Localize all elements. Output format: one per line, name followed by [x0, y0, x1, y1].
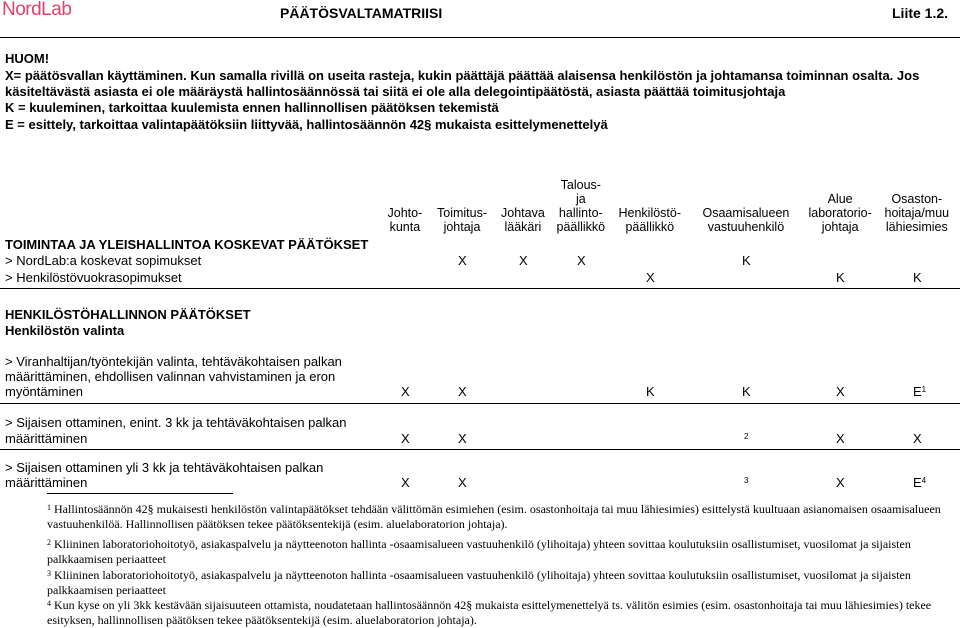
staff-leasing-mark	[913, 270, 922, 285]
column-header-line: johtaja	[443, 220, 481, 234]
footnote	[47, 598, 947, 628]
column-header-line: hallinto-	[558, 206, 603, 220]
substitute-short-mark	[836, 431, 845, 446]
column-header	[557, 178, 606, 234]
column-header	[809, 192, 872, 234]
mark-value: X	[458, 475, 467, 490]
agreements-mark	[519, 253, 528, 268]
row-label-selection-1: > Viranhaltijan/työntekijän valinta, tehtäväkohtaisen palkan	[5, 354, 342, 369]
mark-value: K	[742, 253, 751, 268]
row-label-substitute-long-1: > Sijaisen ottaminen yli 3 kk ja tehtäväkohtaisen palkan	[5, 460, 324, 475]
footnote-ref: 4	[921, 476, 927, 485]
intro-line-x: X= päätösvallan käyttäminen. Kun samalla rivillä on useita rasteja, kukin päättäjä päättää alaisensa henkilöstön ja johtamansa toiminnan osalta. Jos	[5, 68, 920, 83]
section1-divider	[0, 288, 960, 289]
column-header-line: Osaamisalueen	[702, 206, 790, 220]
footnote-ref: 1	[921, 385, 927, 394]
footnote-number: 1	[47, 503, 51, 512]
column-header-line: Alue	[827, 192, 853, 206]
header-divider	[0, 37, 960, 38]
column-header-line: Johto-	[387, 206, 423, 220]
mark-value: X	[836, 431, 845, 446]
agreements-mark	[742, 253, 751, 268]
column-header-line: kunta	[389, 220, 421, 234]
agreements-mark	[577, 253, 586, 268]
column-header-line: Toimitus-	[437, 206, 488, 220]
substitute-long-mark	[836, 475, 845, 490]
substitute-long-mark	[913, 475, 926, 490]
row-label-substitute-short-2: määrittäminen	[5, 431, 88, 446]
selection-mark	[458, 384, 467, 399]
intro-line-delegation: käsiteltävästä asiasta ei ole määräystä hallintosäännössä tai siitä ei ole alla delegointipäätöstä, asiasta päättää toimitusjohtaja	[5, 84, 786, 99]
mark-value: X	[458, 253, 467, 268]
attachment-label: Liite 1.2.	[892, 5, 949, 21]
row-label-selection-3: myöntäminen	[5, 384, 84, 399]
mark-value: X	[401, 475, 410, 490]
row-label-substitute-short-1: > Sijaisen ottaminen, enint. 3 kk ja tehtäväkohtaisen palkan	[5, 415, 347, 430]
selection-mark	[836, 384, 845, 399]
row-label-staff-leasing: > Henkilöstövuokrasopimukset	[5, 270, 182, 285]
footnote-ref: 2	[744, 432, 749, 441]
mark-value: X	[401, 384, 410, 399]
column-header-line: lähiesimies	[885, 220, 948, 234]
mark-value: E	[913, 475, 922, 490]
mark-value: X	[836, 384, 845, 399]
mark-value: X	[519, 253, 528, 268]
intro-line-k: K = kuuleminen, tarkoittaa kuulemista ennen hallinnollisen päätöksen tekemistä	[5, 100, 499, 115]
column-header-line: Henkilöstö-	[618, 206, 682, 220]
row-label-agreements: > NordLab:a koskevat sopimukset	[5, 253, 202, 268]
substitute-short-mark	[744, 431, 748, 446]
substitute-short-mark	[401, 431, 410, 446]
mark-value: X	[913, 431, 922, 446]
section-hr-subtitle: Henkilöstön valinta	[5, 323, 125, 338]
column-header-line: ja	[575, 192, 586, 206]
column-header-line: Johtava	[501, 206, 545, 220]
footnote-text: Hallintosäännön 42§ mukaisesti henkilöstön valintapäätökset tehdään välittömän esimiehen (esim. osastonhoitaja tai muu lähiesimies) esittelystä kuultuaan asianomaisen osaamisalueen vastuuhenkilöä. Hallinnollisen päätöksen tekee päätöksentekijä (esim. aluelaboratorion johtaja).	[47, 502, 941, 531]
intro-huom: HUOM!	[5, 51, 50, 66]
column-header-line: lääkäri	[504, 220, 542, 234]
selection-mark	[913, 384, 926, 399]
mark-value: X	[577, 253, 586, 268]
mark-value: K	[836, 270, 845, 285]
column-header-line: hoitaja/muu	[884, 206, 950, 220]
column-header	[501, 206, 545, 234]
footnote-text: Kliininen laboratoriohoitotyö, asiakaspalvelu ja näytteenoton hallinta -osaamisalueen vastuuhenkilö (ylihoitaja) yhteen sovittaa koulutuksiin osallistumiset, vuosilomat ja sijaisten palkkaamisen periaatteet	[47, 537, 911, 566]
footnote	[47, 568, 947, 598]
column-header	[437, 206, 487, 234]
agreements-mark	[458, 253, 467, 268]
selection-mark	[401, 384, 410, 399]
column-header-line: Talous-	[560, 178, 601, 192]
row-label-selection-2: määrittäminen, ehdollisen valinnan vahvistaminen ja eron	[5, 369, 336, 384]
footnote-text: Kun kyse on yli 3kk kestävään sijaisuuteen ottamista, noudatetaan hallintosäännön 42§ mukaista esittelymenettelyä ts. välitön esimies (esim. osastonhoitaja tai muu lähiesimies) tekee esityksen, hallinnollisen päätöksen tekee päätöksentekijä (esim. aluelaboratorion johtaja).	[47, 598, 932, 627]
column-header-line: päällikkö	[625, 220, 675, 234]
logo-text: NordLab	[2, 0, 72, 20]
mark-value: X	[458, 431, 467, 446]
selection-mark	[742, 384, 751, 399]
footnote-ref: 3	[744, 476, 749, 485]
page-title: PÄÄTÖSVALTAMATRIISI	[280, 5, 443, 21]
column-header-line: päällikkö	[556, 220, 606, 234]
selection-mark	[646, 384, 655, 399]
substitute-short-mark	[913, 431, 922, 446]
column-header	[388, 206, 423, 234]
column-header	[703, 206, 790, 234]
footnote-number: 3	[47, 569, 51, 578]
substitute-long-mark	[401, 475, 410, 490]
mark-value: X	[401, 431, 410, 446]
mark-value: X	[646, 270, 655, 285]
staff-leasing-mark	[836, 270, 845, 285]
column-header-line: Osaston-	[891, 192, 943, 206]
row-label-substitute-long-2: määrittäminen	[5, 475, 88, 490]
column-header-line: laboratorio-	[808, 206, 872, 220]
footnote	[47, 537, 947, 567]
footnote-number: 4	[47, 599, 51, 608]
substitute-long-mark	[744, 475, 748, 490]
footnote	[47, 502, 947, 532]
row-divider-1	[0, 403, 960, 404]
mark-value: K	[646, 384, 655, 399]
mark-value: X	[458, 384, 467, 399]
staff-leasing-mark	[646, 270, 655, 285]
substitute-long-mark	[458, 475, 467, 490]
column-header-line: vastuuhenkilö	[707, 220, 785, 234]
mark-value: E	[913, 384, 922, 399]
nordlab-logo	[2, 0, 71, 20]
footnote-text: Kliininen laboratoriohoitotyö, asiakaspalvelu ja näytteenoton hallinta -osaamisalueen vastuuhenkilö (ylihoitaja) yhteen sovittaa koulutuksiin osallistumiset, vuosilomat ja sijaisten palkkaamisen periaatteet	[47, 568, 911, 597]
intro-line-e: E = esittely, tarkoittaa valintapäätöksiin liittyvää, hallintosäännön 42§ mukaista esittelymenettelyä	[5, 117, 608, 132]
row-divider-2	[0, 449, 960, 450]
mark-value: X	[836, 475, 845, 490]
mark-value: K	[913, 270, 922, 285]
substitute-short-mark	[458, 431, 467, 446]
footnote-separator	[47, 493, 233, 494]
section-hr-title: HENKILÖSTÖHALLINNON PÄÄTÖKSET	[5, 307, 251, 322]
section-operations-title: TOIMINTAA JA YLEISHALLINTOA KOSKEVAT PÄÄTÖKSET	[5, 237, 369, 252]
footnote-number: 2	[47, 538, 51, 547]
mark-value: K	[742, 384, 751, 399]
column-header	[619, 206, 682, 234]
column-header	[885, 192, 950, 234]
column-header-line: johtaja	[821, 220, 859, 234]
